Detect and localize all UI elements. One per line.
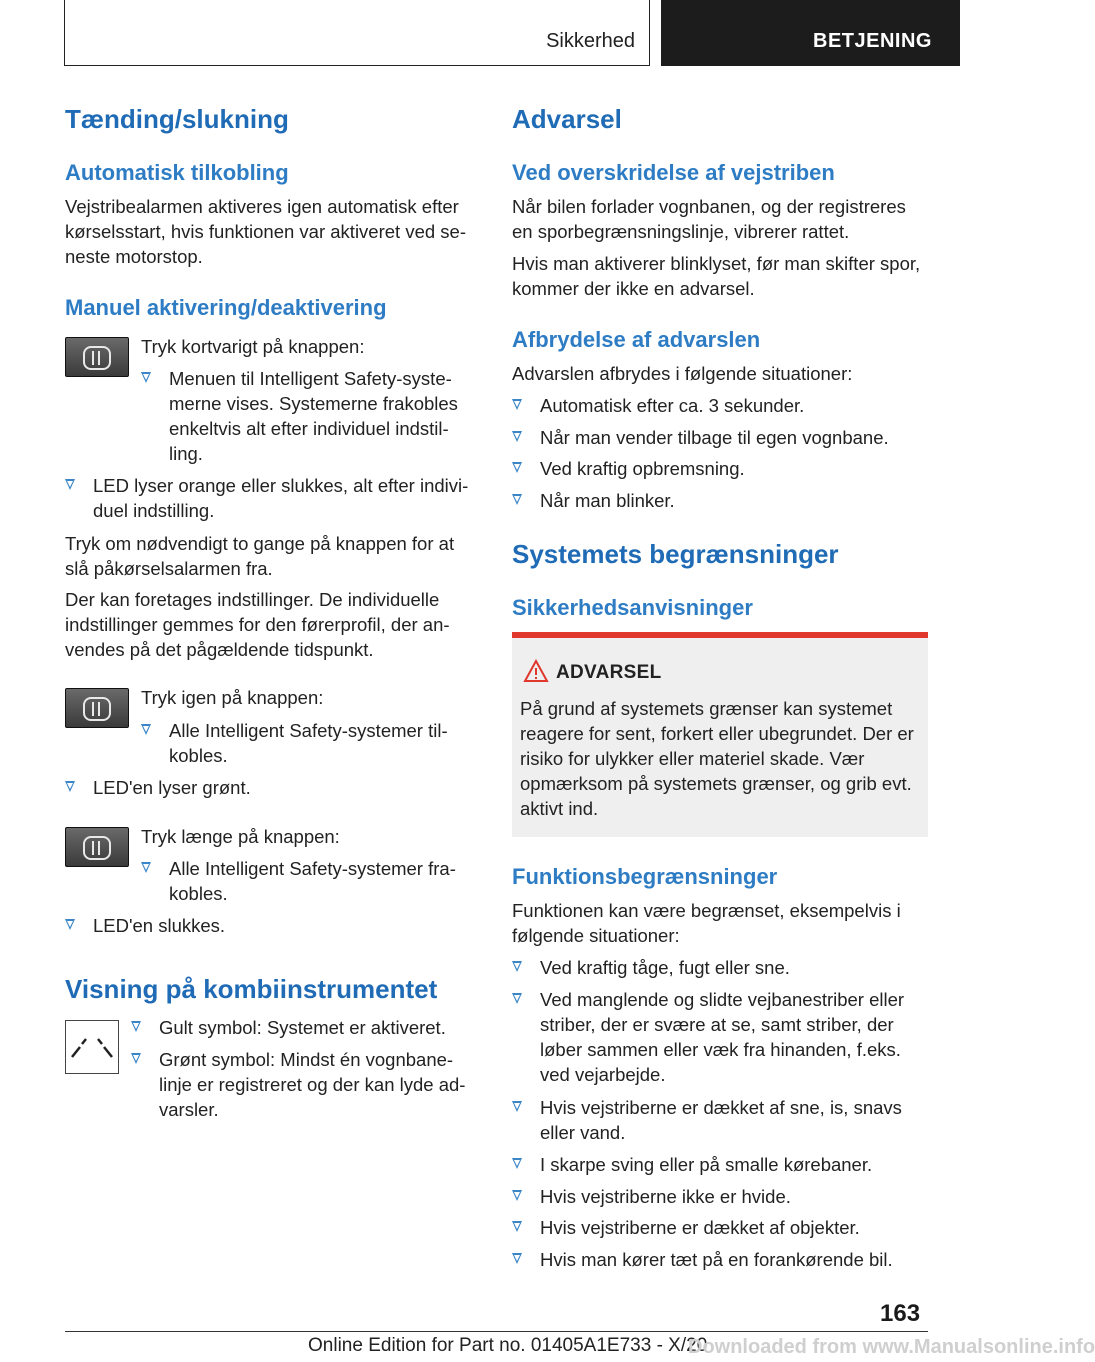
function-intro: Funktionen kan være begrænset, eksempelvis i følgende situationer:: [512, 900, 901, 946]
bullet-triangle-icon: [512, 1190, 522, 1201]
bullet-triangle-icon: [512, 1221, 522, 1232]
crossing-text: Når bilen forlader vognbanen, og der registreres en sporbegrænsningslinje, vibrerer rattet.: [512, 196, 906, 242]
bullet-triangle-icon: [512, 462, 522, 473]
safety-button-icon: [65, 337, 129, 377]
lane-marking-icon: [65, 1020, 119, 1074]
bullet-triangle-icon: [141, 372, 151, 383]
bullet-triangle-icon: [512, 399, 522, 410]
header-chapter-label: BETJENING: [813, 30, 932, 52]
bullet-triangle-icon: [141, 724, 151, 735]
press-short-text: Tryk kortvarigt på knappen:: [141, 336, 365, 357]
header-chapter-tab: [661, 0, 960, 66]
press-again-text: Tryk igen på knappen:: [141, 687, 324, 708]
heading-lane-crossing: Ved overskridelse af vejstriben: [512, 160, 835, 185]
warning-title: ADVARSEL: [556, 662, 662, 683]
heading-safety: Sikkerhedsanvisninger: [512, 595, 753, 620]
warning-text: På grund af systemets grænser kan systemet reagere for sent, forkert eller ubegrundet. Der er risiko for ulykker eller materiel skade. Vær opmærksom på systemets grænser, og grib evt. aktivt ind.: [520, 698, 914, 819]
bullet-triangle-icon: [141, 862, 151, 873]
watermark: Downloaded from www.Manualsonline.info: [688, 1336, 1095, 1358]
bullet-triangle-icon: [512, 1101, 522, 1112]
heading-function-limits: Funktionsbegrænsninger: [512, 864, 778, 889]
bullet-triangle-icon: [65, 479, 75, 490]
heading-auto-activation: Automatisk tilkobling: [65, 160, 289, 185]
heading-interrupt: Afbrydelse af advarslen: [512, 327, 761, 352]
bullet-triangle-icon: [512, 431, 522, 442]
press-twice-text: Tryk om nødvendigt to gange på knappen for at slå påkørselsalarmen fra.: [65, 533, 455, 579]
header-section-label: Sikkerhed: [546, 30, 635, 52]
warning-box: [512, 632, 928, 837]
bullet-triangle-icon: [512, 961, 522, 972]
page-number: 163: [880, 1300, 921, 1327]
header-section-tab: [64, 0, 650, 66]
bullet-triangle-icon: [512, 1158, 522, 1169]
warning-triangle-icon: [524, 660, 548, 682]
bullet-triangle-icon: [65, 781, 75, 792]
bullet-triangle-icon: [512, 993, 522, 1004]
press-long-text: Tryk længe på knappen:: [141, 826, 340, 847]
footer-divider: [65, 1331, 928, 1332]
bullet-triangle-icon: [512, 494, 522, 505]
heading-display: Visning på kombiinstrumentet: [65, 974, 438, 1004]
blinker-text: Hvis man aktiverer blinklyset, før man skifter spor, kommer der ikke en advarsel.: [512, 253, 921, 299]
auto-activation-text: Vejstribealarmen aktiveres igen automatisk efter kørselsstart, hvis funktionen var aktiveret ved se-neste motorstop.: [65, 196, 466, 267]
safety-button-icon: [65, 688, 129, 728]
safety-button-icon: [65, 827, 129, 867]
heading-ignition: Tænding/slukning: [65, 104, 289, 134]
bullet-triangle-icon: [131, 1053, 141, 1064]
heading-limits: Systemets begrænsninger: [512, 539, 839, 569]
settings-text: Der kan foretages indstillinger. De individuelle indstillinger gemmes for den førerprofil, der an-vendes på det pågældende tidspunkt.: [65, 589, 450, 660]
bullet-triangle-icon: [131, 1021, 141, 1032]
interrupt-intro: Advarslen afbrydes i følgende situationer:: [512, 363, 853, 384]
bullet-triangle-icon: [512, 1253, 522, 1264]
bullet-triangle-icon: [65, 919, 75, 930]
footer-edition: Online Edition for Part no. 01405A1E733 - X/20: [308, 1335, 708, 1356]
heading-manual-activation: Manuel aktivering/deaktivering: [65, 295, 387, 320]
heading-warning: Advarsel: [512, 104, 622, 134]
